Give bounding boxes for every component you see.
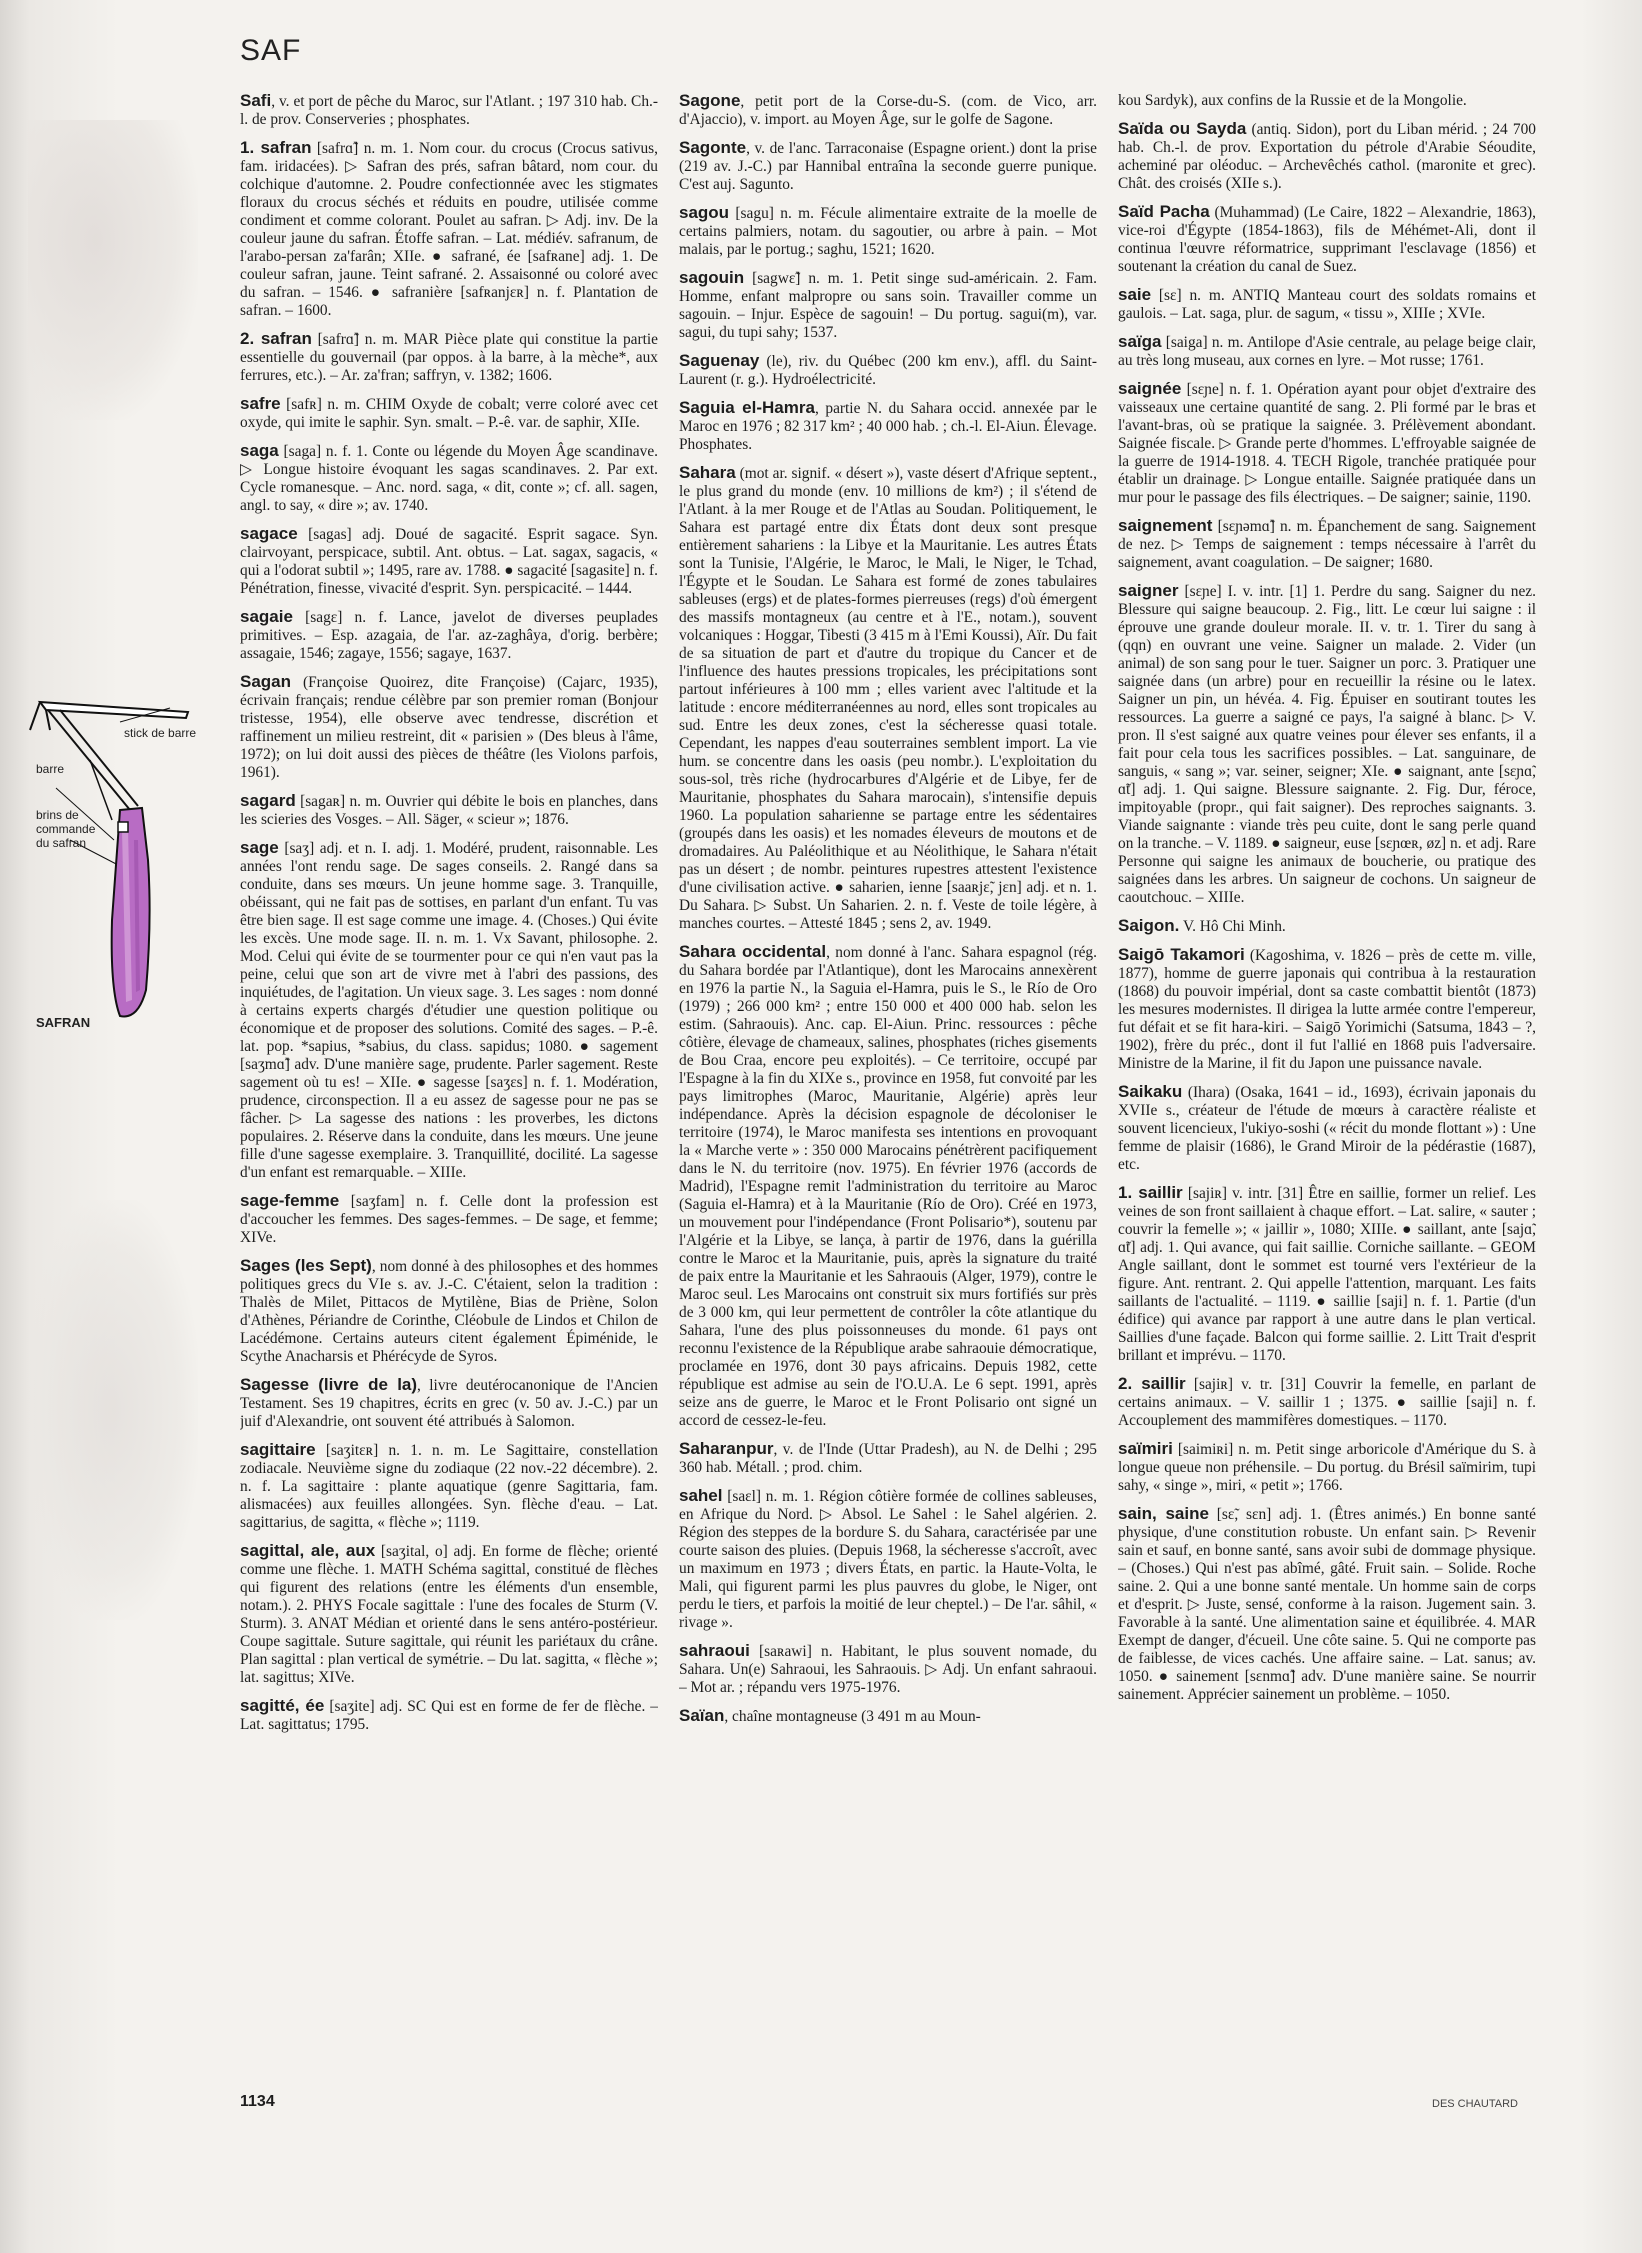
illustration-title: SAFRAN: [36, 1015, 91, 1030]
entry-definition: kou Sardyk), aux confins de la Russie et de la Mongolie.: [1118, 92, 1467, 109]
dictionary-entry: [679, 464, 1097, 933]
dictionary-entry: [240, 673, 658, 782]
entry-definition: [sɛɲe] n. f. 1. Opération ayant pour objet d'extraire des vaisseaux une certaine quantité de sang. 2. Pli formé par le bras et l'avant-bras, où se pratique la saignée. 3. Prélèvement abondant. Saignée fiscale. ▷ Grande perte d'hommes. L'effroyable saignée de la guerre de 1914-1918. 4. TECH Rigole, tranchée pratiquée pour établir un drainage. ▷ Longue entaille. Saignée pratiquée dans un mur pour le passage des fils électriques. – De saigner; sainie, 1190.: [1118, 381, 1536, 506]
entry-definition: [saga] n. f. 1. Conte ou légende du Moyen Âge scandinave. ▷ Longue histoire évoquant les sagas scandinaves. 2. Par ext. Cycle romanesque. – Anc. nord. saga, « dit, conte »; cf. all. sagen, angl. to say, « dire »; av. 1740.: [240, 443, 658, 514]
entry-headword: sagitté, ée: [240, 1696, 325, 1715]
entry-headword: Sages (les Sept): [240, 1256, 372, 1275]
dictionary-entry: [1118, 1375, 1536, 1430]
dictionary-entry: [240, 330, 658, 385]
entry-headword: saga: [240, 441, 279, 460]
entry-definition: [sajiʀ] v. tr. [31] Couvrir la femelle, en parlant de certains animaux. – V. saillir 1 ; 1375. ● saillie [saji] n. f. Accouplement des mammifères domestiques. – 1170.: [1118, 1376, 1536, 1429]
entry-definition: [sagu] n. m. Fécule alimentaire extraite de la moelle de certains palmiers, notam. du sagoutier, ou arbre à pain. – Mot malais, par le portug.; saghu, 1521; 1620.: [679, 205, 1097, 258]
entry-headword: Sagesse (livre de la): [240, 1375, 418, 1394]
entry-definition: (Françoise Quoirez, dite Françoise) (Cajarc, 1935), écrivain français; rendue célèbre par son premier roman (Bonjour tristesse, 1954), elle observe avec tendresse, discrétion et raffinement un milieu restreint, dit « parisien » (Des bleus à l'âme, 1972); on lui doit aussi des pièces de théâtre (les Violons parfois, 1961).: [240, 674, 658, 781]
rudder-drawing: [20, 690, 230, 1050]
entry-headword: 1. safran: [240, 138, 312, 157]
entry-definition: , nom donné à des philosophes et des hommes politiques grecs du VIe s. av. J.-C. C'étaient, selon la tradition : Thalès de Milet, Pittacos de Mytilène, Bias de Priène, Solon d'Athènes, Périandre de Corinthe, Cléobule de Lindos et Chilon de Lacédémone. Certains auteurs citent également Épiménide, le Scythe Anacharsis et Phérécyde de Syros.: [240, 1258, 658, 1365]
entry-headword: Saïd Pacha: [1118, 202, 1210, 221]
entry-headword: Sahara occidental: [679, 942, 827, 961]
dictionary-entry: [679, 1487, 1097, 1632]
dictionary-entry: [679, 269, 1097, 342]
entry-headword: safre: [240, 394, 281, 413]
entry-headword: saie: [1118, 285, 1152, 304]
entry-headword: Saigō Takamori: [1118, 945, 1245, 964]
dictionary-entry: [1118, 120, 1536, 193]
entry-definition: [sajiʀ] v. intr. [31] Être en saillie, former un relief. Les veines de son front saillaient à chaque effort. – Lat. salire, « sauter ; couvrir la femelle »; « jaillir », 1080; XIIIe. ● saillant, ante [sajɑ̃, ɑ̃t] adj. 1. Qui avance, qui fait saillie. Corniche saillante. – GEOM Angle saillant, dont le sommet est tourné vers l'extérieur de la figure. Ant. rentrant. 2. Qui appelle l'attention, marquant. Les faits saillants de l'actualité. – 1119. ● saillie [saji] n. f. 1. Partie (d'un édifice) qui avance par rapport à une autre dans le plan vertical. Saillies d'une façade. Balcon qui forme saillie. 2. Litt Trait d'esprit brillant et imprévu. – 1170.: [1118, 1185, 1536, 1364]
dictionary-entry: [240, 395, 658, 432]
entry-definition: [sɛɲəmɑ̃] n. m. Épanchement de sang. Saignement de nez. ▷ Temps de saignement : temps nécessaire à l'arrêt du saignement, avant coagulation. – De saigner; 1680.: [1118, 518, 1536, 571]
dictionary-entry: [240, 792, 658, 829]
dictionary-entry: [240, 1441, 658, 1532]
entry-headword: saïmiri: [1118, 1439, 1173, 1458]
entry-definition: (Kagoshima, v. 1826 – près de cette m. ville, 1877), homme de guerre japonais qui contribua à la restauration (1868) du pouvoir impérial, dont sa caste combattit bientôt (1873) les mesures modernistes. Il dirigea la lutte armée contre l'empereur, fut défait et se fit hara-kiri. – Saigō Yorimichi (Satsuma, 1843 – ?, 1902), frère du préc., dont il fut l'allié en 1868 puis l'adversaire. Ministre de la Marine, il fit du Japon une puissance navale.: [1118, 947, 1536, 1072]
dictionary-entry: [1118, 917, 1536, 936]
entry-definition: [sagaʀ] n. m. Ouvrier qui débite le bois en planches, dans les scieries des Vosges. – All. Säger, « scieur »; 1876.: [240, 793, 658, 828]
entry-headword: Saikaku: [1118, 1082, 1183, 1101]
entry-headword: sage: [240, 838, 279, 857]
dictionary-entry: [240, 442, 658, 515]
label-barre: barre: [36, 762, 65, 776]
entry-headword: sagouin: [679, 268, 745, 287]
entry-headword: 1. saillir: [1118, 1183, 1183, 1202]
page-number: 1134: [240, 2093, 275, 2110]
dictionary-entry: [1118, 92, 1536, 110]
entry-headword: Sagone: [679, 92, 741, 110]
dictionary-entry: [240, 1376, 658, 1431]
entry-definition: [safʀ] n. m. CHIM Oxyde de cobalt; verre coloré avec cet oxyde, qui imite le saphir. Syn. smalt. – P.-ê. var. de saphir, XIIe.: [240, 396, 658, 431]
dictionary-entry: [1118, 1440, 1536, 1495]
dictionary-entry: [1118, 203, 1536, 276]
entry-definition: , livre deutérocanonique de l'Ancien Testament. Ses 19 chapitres, écrits en grec (v. 50 av. J.-C.) par un juif d'Alexandrie, ont souvent été attribués à Salomon.: [240, 1377, 658, 1430]
entry-definition: [saʒite] adj. SC Qui est en forme de fer de flèche. – Lat. sagittatus; 1795.: [240, 1698, 658, 1733]
dictionary-entry: [1118, 582, 1536, 907]
entry-headword: 2. safran: [240, 329, 312, 348]
dictionary-entry: [240, 1192, 658, 1247]
entry-headword: sahel: [679, 1486, 723, 1505]
entry-headword: saignement: [1118, 516, 1213, 535]
entry-definition: [sagas] adj. Doué de sagacité. Esprit sagace. Syn. clairvoyant, perspicace, subtil. Ant. obtus. – Lat. sagax, sagacis, « qui a l'odorat subtil »; 1495, rare av. 1788. ● sagacité [sagasite] n. f. Pénétration, finesse, vivacité d'esprit. Syn. perspicacité. – 1444.: [240, 526, 658, 597]
dictionary-entry: [679, 1440, 1097, 1477]
entry-definition: [sagwɛ̃] n. m. 1. Petit singe sud-américain. 2. Fam. Homme, enfant malpropre ou sans soin. Travailler comme un sagouin. – Injur. Espèce de sagouin! – Du portug. sagui(m), var. sagui, du tupi sahy; 1537.: [679, 270, 1097, 341]
entry-headword: saïga: [1118, 332, 1162, 351]
entry-definition: V. Hô Chi Minh.: [1179, 918, 1286, 935]
entry-definition: , petit port de la Corse-du-S. (com. de Vico, arr. d'Ajaccio), v. import. au Moyen Âge, sur le golfe de Sagone.: [679, 93, 1097, 128]
dictionary-entry: [1118, 1083, 1536, 1174]
dictionary-column-2: [679, 92, 1097, 2092]
entry-headword: sage-femme: [240, 1191, 340, 1210]
entry-headword: Safi: [240, 92, 272, 110]
entry-headword: saignée: [1118, 379, 1182, 398]
entry-definition: (antiq. Sidon), port du Liban mérid. ; 24 700 hab. Ch.-l. de prov. Exportation du pétrole d'Arabie Séoudite, acheminé par oléoduc. – Archevêchés cathol. (maronite et grec). Chât. des croisés (XIIe s.).: [1118, 121, 1536, 192]
entry-headword: sain, saine: [1118, 1504, 1209, 1523]
entry-definition: [saʒfam] n. f. Celle dont la profession est d'accoucher les femmes. Des sages-femmes. – De sage, et femme; XIVe.: [240, 1193, 658, 1246]
dictionary-entry: [679, 943, 1097, 1430]
dictionary-entry: [1118, 333, 1536, 370]
entry-definition: , v. de l'Inde (Uttar Pradesh), au N. de Delhi ; 295 360 hab. Métall. ; prod. chim.: [679, 1441, 1097, 1476]
entry-headword: Saguia el-Hamra: [679, 398, 815, 417]
page-header: SAF: [240, 34, 302, 67]
dictionary-entry: [240, 139, 658, 320]
show-through-shadow: [28, 120, 198, 420]
dictionary-entry: [240, 1542, 658, 1687]
entry-definition: , chaîne montagneuse (3 491 m au Moun-: [724, 1708, 981, 1725]
show-through-shadow: [28, 1200, 198, 1620]
entry-definition: [saiga] n. m. Antilope d'Asie centrale, au pelage beige clair, au très long museau, aux cornes en lyre. – Mot russe; 1761.: [1118, 334, 1536, 369]
dictionary-entry: [679, 139, 1097, 194]
dictionary-entry: [679, 352, 1097, 389]
entry-headword: Saïda ou Sayda: [1118, 119, 1247, 138]
dictionary-entry: [240, 525, 658, 598]
entry-definition: [saʒ] adj. et n. I. adj. 1. Modéré, prudent, raisonnable. Les années l'ont rendu sage. De sages conseils. 2. Rangé dans sa conduite, dans ses mœurs. Un jeune homme sage. 3. Tranquille, obéissant, qui ne fait pas de sottises, en parlant d'un enfant. Tu vas être bien sage. Il est sage comme une image. 4. (Choses.) Qui évite les excès. Une mode sage. II. n. m. 1. Vx Savant, philosophe. 2. Mod. Celui qui évite de se tourmenter pour ce qui n'en vaut pas la peine, celui que son art de vivre met à l'abri des passions, des inquiétudes, de l'agitation. Un vieux sage. 3. Les sages : nom donné à certains experts chargés d'étudier une question politique ou économique et de proposer des solutions. Comité des sages. – P.-ê. lat. pop. *sapius, *sabius, du class. sapidus; 1080. ● sagement [saʒmɑ̃] adv. D'une manière sage, prudente. Parler sagement. Reste sagement où tu es! – XIIe. ● sagesse [saʒɛs] n. f. 1. Modération, prudence, circonspection. Il a eu assez de sagesse pour ne pas se fâcher. ▷ La sagesse des nations : les proverbes, les dictons populaires. 2. Réserve dans la conduite, dans les mœurs. Une jeune fille d'une sagesse exemplaire. 3. Tranquillité, docilité. La sagesse d'un enfant est remarquable. – XIIIe.: [240, 840, 658, 1181]
entry-headword: sagittaire: [240, 1440, 316, 1459]
entry-definition: [saʒital, o] adj. En forme de flèche; orienté comme une flèche. 1. MATH Schéma sagittal, constitué de flèches qui figurent des relations (entre les éléments d'un ensemble, notam.). 2. PHYS Focale sagittale : l'une des focales de Sturm (V. Sturm). 3. ANAT Médian et orienté dans le sens antéro-postérieur. Coupe sagittale. Suture sagittale, qui réunit les pariétaux du crâne. Plan sagittal : plan vertical de symétrie. – Du lat. sagitta, « flèche »; lat. sagittus; XIVe.: [240, 1543, 658, 1686]
entry-definition: [sagɛ] n. f. Lance, javelot de diverses peuplades primitives. – Esp. azagaia, de l'ar. az-zaghâya, d'orig. berbère; assagaie, 1546; zagaye, 1556; sagaye, 1637.: [240, 609, 658, 662]
entry-headword: Sagonte: [679, 138, 747, 157]
dictionary-entry: [679, 1642, 1097, 1697]
entry-headword: sagittal, ale, aux: [240, 1541, 376, 1560]
label-stick-de-barre: stick de barre: [124, 726, 197, 740]
entry-definition: [saʒitɛʀ] n. 1. n. m. Le Sagittaire, constellation zodiacale. Neuvième signe du zodiaque (22 nov.-22 décembre). 2. n. f. La sagittaire : plante aquatique (genre Sagittaria, fam. alismacées) aux feuilles allongées. Syn. flèche d'eau. – Lat. sagittarius, de sagitta, « flèche »; 1119.: [240, 1442, 658, 1531]
dictionary-entry: [1118, 946, 1536, 1073]
entry-definition: [saʀawi] n. Habitant, le plus souvent nomade, du Sahara. Un(e) Sahraoui, les Sahraouis. ▷ Adj. Un enfant sahraoui. – Mot ar. ; répandu vers 1975-1976.: [679, 1643, 1097, 1696]
dictionary-entry: [240, 1257, 658, 1366]
entry-definition: , v. et port de pêche du Maroc, sur l'Atlant. ; 197 310 hab. Ch.-l. de prov. Conserveries ; phosphates.: [240, 93, 658, 128]
entry-definition: [saimiʀi] n. m. Petit singe arboricole d'Amérique du S. à longue queue non préhensile. – Du portug. du Brésil saïmirim, tupi sahy, « singe », miri, « petit »; 1766.: [1118, 1441, 1536, 1494]
entry-headword: 2. saillir: [1118, 1374, 1186, 1393]
entry-headword: Saguenay: [679, 351, 760, 370]
dictionary-entry: [1118, 286, 1536, 323]
dictionary-entry: [679, 92, 1097, 129]
entry-definition: [saɛl] n. m. 1. Région côtière formée de collines sableuses, en Afrique du Nord. ▷ Absol. Le Sahel : le Sahel algérien. 2. Région des steppes de la bordure S. du Sahara, caractérisée par une courte saison des pluies. (Depuis 1968, la sécheresse s'accroît, avec un maximum en 1973 ; divers États, en partic. la Haute-Volta, le Mali, qui figurent parmi les plus pauvres du globe, le Niger, ont perdu le tiers, et parfois la moitié de leur cheptel.) – De l'ar. sâhil, « rivage ».: [679, 1488, 1097, 1631]
entry-headword: sahraoui: [679, 1641, 750, 1660]
dictionary-entry: [240, 608, 658, 663]
entry-definition: [sɛɲe] I. v. intr. [1] 1. Perdre du sang. Saigner du nez. Blessure qui saigne beaucoup. 2. Fig., litt. Le cœur lui saigne : il éprouve une grande douleur morale. II. v. tr. 1. Tirer du sang à (qqn) en ouvrant une veine. Saigner un malade. 2. Vider (un animal) de son sang pour le tuer. Saigner un porc. 3. Pratiquer une saignée dans (un arbre) pour en recueillir la résine ou le latex. Saigner un pin, un hévéa. 4. Fig. Épuiser en soutirant toutes les ressources. La guerre a saigné ce pays, l'a saigné à blanc. ▷ V. pron. Il s'est saigné aux quatre veines pour élever ses enfants, il a fait pour cela tous les sacrifices possibles. – Lat. sanguinare, de sanguis, « sang »; var. seiner, seigner; XIe. ● saignant, ante [sɛɲɑ̃, ɑ̃t] adj. 1. Qui saigne. Blessure saignante. 2. Fig. Dur, féroce, impitoyable (propr., qui fait saigner). Des reproches saignants. 3. Viande saignante : viande très peu cuite, dont le sang perle quand on la tranche. – V. 1189. ● saigneur, euse [sɛɲœʀ, øz] n. et adj. Rare Personne qui saigne les animaux de boucherie, ou pratique des saignées dans les arbres. Un saigneur de cochons. Un saigneur de caoutchouc. – XIIIe.: [1118, 583, 1536, 906]
entry-definition: (mot ar. signif. « désert »), vaste désert d'Afrique septent., le plus grand du monde (env. 10 millions de km²) ; il s'étend de l'Atlant. à la mer Rouge et de l'Atlas au Soudan. Politiquement, le Sahara est partagé entre dix États dont deux sont presque entièrement sahariens : la Libye et la Mauritanie. Les autres États sont la Tunisie, l'Algérie, le Maroc, le Mali, le Niger, le Tchad, l'Égypte et le Soudan. Le Sahara est formé de zones tabulaires sableuses (ergs) et de plates-formes pierreuses (regs) d'où émergent des massifs montagneux (au centre et à l'E., notam.), souvent volcaniques : Hoggar, Tibesti (3 415 m à l'Emi Koussi), Aïr. Du fait de sa situation de part et d'autre du tropique du Cancer et de l'influence des hautes pressions tropicales, les précipitations sont partout inférieures à 100 mm ; elles varient avec l'altitude et la latitude : encore méditerranéennes au nord, elles sont tropicales au sud. Entre les deux zones, c'est la sécheresse quasi totale. Cependant, les nappes d'eau souterraines semblent import. La vie hum. se concentre dans les oasis (peu nombr.). L'exploitation du sous-sol, très riche (hydrocarbures d'Algérie et de Libye, fer de Mauritanie, phosphates du Sahara marocain), s'intensifie depuis 1960. La population saharienne se partage entre les sédentaires (groupés dans les oasis) et les nomades éleveurs de moutons et de dromadaires. Au Paléolithique et au Néolithique, le Sahara n'était pas un désert ; de nombr. peintures rupestres attestent l'existence d'une civilisation active. ● saharien, ienne [saaʀjɛ̃, jɛn] adj. et n. 1. Du Sahara. ▷ Subst. Un Saharien. 2. n. f. Veste de toile légère, à manches courtes. – Attesté 1845 ; sens 2, av. 1949.: [679, 465, 1097, 932]
dictionary-entry: [240, 1697, 658, 1734]
entry-headword: sagaie: [240, 607, 293, 626]
dictionary-column-1: [240, 92, 658, 2092]
label-brins-de-commande: brins de commande du safran: [36, 808, 96, 850]
dictionary-entry: [1118, 517, 1536, 572]
dictionary-entry: [679, 204, 1097, 259]
entry-definition: , v. de l'anc. Tarraconaise (Espagne orient.) dont la prise (219 av. J.-C.) par Hannibal entraîna la seconde guerre punique. C'est auj. Sagunto.: [679, 140, 1097, 193]
dictionary-entry: [240, 839, 658, 1182]
dictionary-entry: [1118, 1505, 1536, 1704]
dictionary-entry: [1118, 380, 1536, 507]
entry-definition: (Ihara) (Osaka, 1641 – id., 1693), écrivain japonais du XVIIe s., créateur de l'étude de mœurs à caractère réaliste et souvent licencieux, l'ukiyo-soshi (« récit du monde flottant ») : Une femme de plaisir (1686), le Grand Miroir de la pédérastie (1687), etc.: [1118, 1084, 1536, 1173]
entry-definition: [safrɑ̃] n. m. 1. Nom cour. du crocus (Crocus sativus, fam. iridacées). ▷ Safran des prés, safran bâtard, nom cour. du colchique d'automne. 2. Poudre confectionnée avec les stigmates floraux du crocus séchés et réduits en poudre, utilisée comme condiment et comme colorant. Poulet au safran. ▷ Adj. inv. De la couleur jaune du safran. Étoffe safran. – Lat. médiév. safranum, de l'arabo-persan za'farân; XIIe. ● safrané, ée [safʀane] adj. 1. De couleur safran, jaune. Teint safrané. 2. Assaisonné ou coloré avec du safran. – 1546. ● safranière [safʀanjɛʀ] n. f. Plantation de safran. – 1600.: [240, 140, 658, 319]
entry-definition: , partie N. du Sahara occid. annexée par le Maroc en 1976 ; 82 317 km² ; 40 000 hab. ; ch.-l. El-Aiun. Élevage. Phosphates.: [679, 400, 1097, 453]
entry-definition: , nom donné à l'anc. Sahara espagnol (rég. du Sahara bordée par l'Atlantique), dont les Marocains annexèrent en 1976 la partie N., la Saguia el-Hamra, puis le S., le Río de Oro (1979) ; 266 000 km² ; entre 150 000 et 400 000 hab. selon les estim. (Sahraouis). Anc. cap. El-Aiun. Princ. ressources : pêche côtière, élevage de chameaux, salines, phosphates (riches gisements de Bou Craa, encore peu exploités). – Ce territoire, occupé par l'Espagne à la fin du XIXe s., province en 1958, fut convoité par les pays limitrophes (Maroc, Mauritanie, Algérie) après leur indépendance. Après la décision espagnole de décoloniser le territoire (1974), le Maroc manifesta ses intentions en provoquant la « Marche verte » : 350 000 Marocains pénétrèrent pacifiquement dans le N. du territoire (nov. 1975). En février 1976 (accords de Madrid), l'Espagne remit l'administration du territoire au Maroc (Saguia el-Hamra) et à la Mauritanie (Río de Oro). Créé en 1973, un mouvement pour l'indépendance (Front Polisario*), soutenu par l'Algérie et la Libye, se lança, à partir de 1976, dans la guérilla contre le Maroc et la Mauritanie, puis, après la signature du traité de paix entre la Mauritanie et les Sahraouis (Alger, 1979), contre le Maroc seul. Les Marocains ont construit six murs fortifiés sur près de 3 000 km, qui leur permettent de contrôler la côte atlantique du Sahara, l'une des plus poissonneuses du monde. 61 pays ont reconnu l'existence de la République arabe sahraouie démocratique, proclamée en 1976, dont 30 pays africains. Depuis 1982, cette république est admise au sein de l'O.U.A. Le 6 sept. 1991, après seize ans de guerre, le Maroc et le Front Polisario ont signé un accord de cessez-le-feu.: [679, 944, 1097, 1429]
dictionary-entry: [240, 92, 658, 129]
dictionary-entry: [679, 1707, 1097, 1726]
dictionary-entry: [679, 399, 1097, 454]
illustration-credit: DES CHAUTARD: [1432, 2098, 1518, 2110]
entry-headword: saigner: [1118, 581, 1179, 600]
entry-definition: (Muhammad) (Le Caire, 1822 – Alexandrie, 1863), vice-roi d'Égypte (1854-1863), fils de Méhémet-Ali, dont il continua l'œuvre réformatrice, supprimant l'esclavage (1856) et soutenant la création du canal de Suez.: [1118, 204, 1536, 275]
entry-headword: Sahara: [679, 463, 736, 482]
safran-illustration: [20, 690, 230, 1050]
entry-definition: [sɛ] n. m. ANTIQ Manteau court des soldats romains et gaulois. – Lat. saga, plur. de sagum, « tissu », XIIIe ; XVIe.: [1118, 287, 1536, 322]
entry-headword: Saïan: [679, 1706, 725, 1725]
entry-definition: [safrɑ̃] n. m. MAR Pièce plate qui constitue la partie essentielle du gouvernail (par oppos. à la barre, à la mèche*, aux ferrures, etc.). – Ar. za'fran; saffryn, v. 1382; 1606.: [240, 331, 658, 384]
entry-headword: Saharanpur: [679, 1439, 774, 1458]
entry-headword: sagace: [240, 524, 298, 543]
entry-definition: [sɛ̃, sɛn] adj. 1. (Êtres animés.) En bonne santé physique, d'une constitution robuste. Un enfant sain. ▷ Revenir sain et sauf, en bonne santé, sans avoir subi de dommage physique. – (Choses.) Qui n'est pas abîmé, gâté. Fruit sain. – Solide. Roche saine. 2. Qui a une bonne santé mentale. Un homme sain de corps et d'esprit. ▷ Juste, sensé, conforme à la raison. Jugement sain. 3. Favorable à la santé. Une alimentation saine et équilibrée. 4. MAR Exempt de danger, d'écueil. Une côte saine. 5. Qui ne comporte pas de faiblesse, de vices cachés. Une affaire saine. – Lat. sanus; av. 1050. ● sainement [sɛnmɑ̃] adv. D'une manière saine. Se nourrir sainement. Apprécier sainement un problème. – 1050.: [1118, 1506, 1536, 1703]
entry-headword: Sagan: [240, 672, 292, 691]
entry-headword: Saigon.: [1118, 916, 1180, 935]
entry-headword: sagard: [240, 791, 296, 810]
dictionary-column-3: [1118, 92, 1536, 2092]
entry-definition: (le), riv. du Québec (200 km env.), affl. du Saint-Laurent (r. g.). Hydroélectricité.: [679, 353, 1097, 388]
entry-headword: sagou: [679, 203, 730, 222]
dictionary-entry: [1118, 1184, 1536, 1365]
